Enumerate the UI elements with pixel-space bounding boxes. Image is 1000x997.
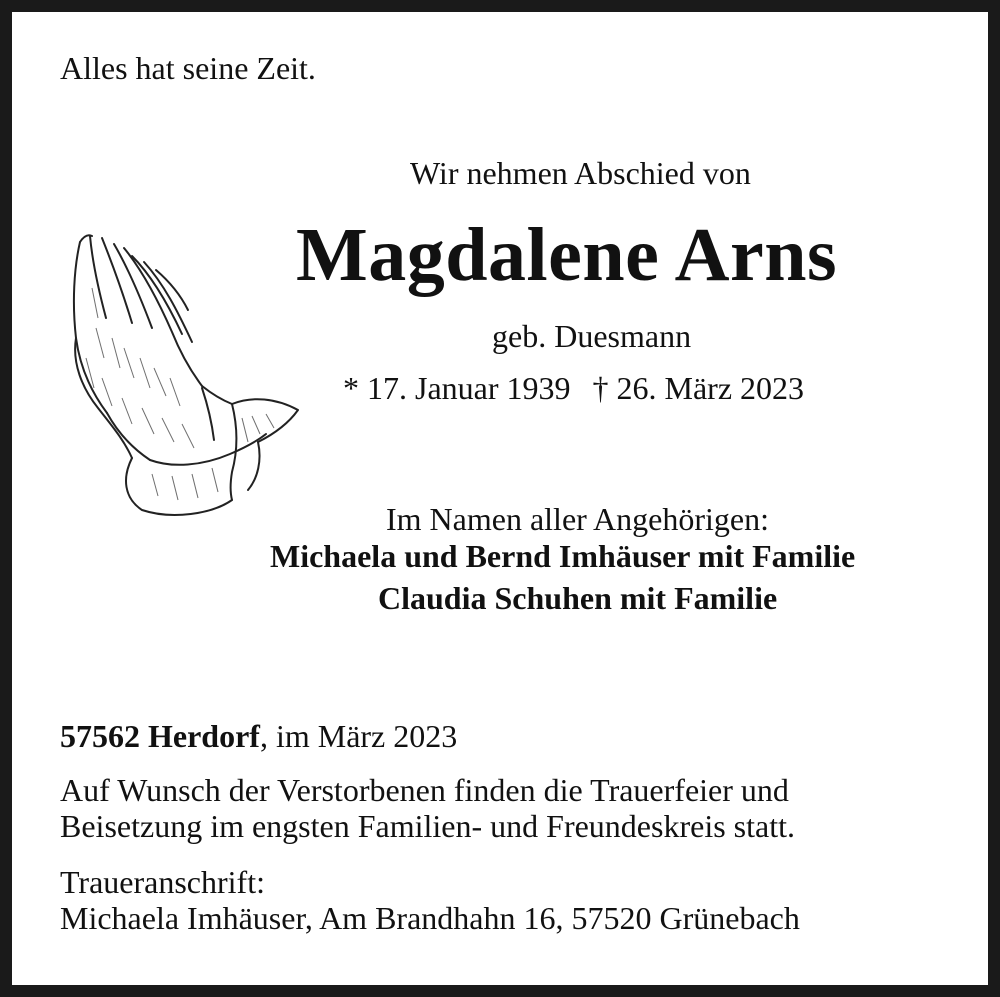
place-date-line (60, 718, 457, 755)
life-dates (343, 370, 804, 407)
info-line-2: Beisetzung im engsten Familien- und Freundeskreis statt. (60, 808, 795, 844)
family-line-1: Michaela und Bernd Imhäuser mit Familie (270, 538, 856, 574)
motto: Alles hat seine Zeit. (60, 50, 316, 86)
birth-date: * 17. Januar 1939 (343, 370, 571, 406)
deceased-name: Magdalene Arns (296, 213, 838, 297)
praying-hands-icon (62, 228, 307, 518)
place: 57562 Herdorf (60, 718, 260, 754)
farewell-intro: Wir nehmen Abschied von (410, 155, 751, 191)
death-date: † 26. März 2023 (592, 370, 805, 406)
info-line-1: Auf Wunsch der Verstorbenen finden die Trauerfeier und (60, 772, 789, 808)
address-label: Traueranschrift: (60, 864, 265, 900)
family-intro: Im Namen aller Angehörigen: (386, 501, 769, 537)
birth-name: geb. Duesmann (492, 318, 692, 354)
ceremony-info (60, 772, 940, 844)
mourning-address: Michaela Imhäuser, Am Brandhahn 16, 57520 Grünebach (60, 900, 800, 936)
family-line-2: Claudia Schuhen mit Familie (378, 580, 778, 616)
date-suffix: , im März 2023 (259, 718, 458, 754)
